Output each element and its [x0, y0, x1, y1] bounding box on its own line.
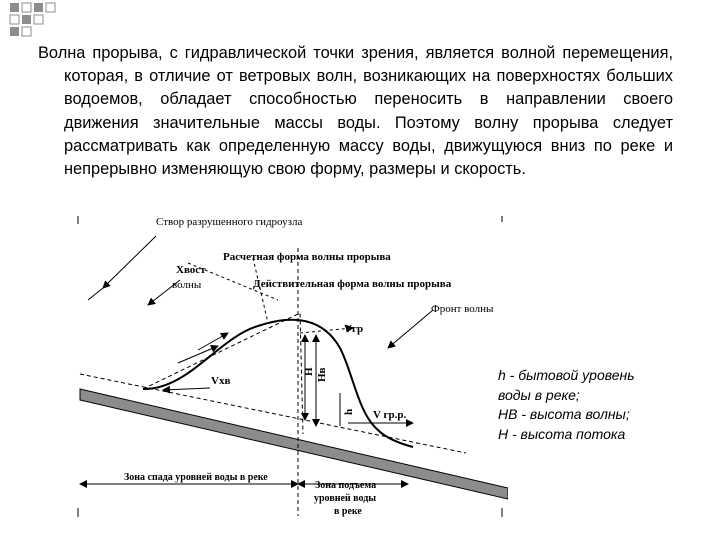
label-zona-spada: Зона спада уровней воды в реке	[124, 472, 268, 483]
label-deystvitelnaya: Действительная форма волны прорыва	[253, 278, 452, 290]
label-h: h	[343, 408, 355, 415]
label-hvost-2: волны	[172, 279, 202, 291]
label-raschetnaya: Расчетная форма волны прорыва	[223, 251, 391, 263]
legend-line-2: воды в реке;	[498, 386, 580, 403]
legend-line-4: H - высота потока	[498, 425, 626, 442]
label-zona-podema-3: в реке	[334, 506, 362, 517]
actual-wave-form	[143, 320, 413, 447]
dam-break-wave-diagram	[68, 208, 508, 523]
label-Hv: Hв	[316, 367, 328, 382]
label-front: Фронт волны	[431, 303, 494, 315]
label-zona-podema-1: Зона подъема	[315, 480, 377, 491]
legend	[498, 366, 698, 444]
legend-line-1: h - бытовой уровень	[498, 367, 635, 383]
decorative-squares	[0, 0, 110, 48]
label-zona-podema-2: уровней воды	[314, 493, 377, 504]
label-stvor: Створ разрушенного гидроузла	[156, 216, 303, 228]
label-vgr: Vгр	[344, 323, 364, 335]
label-H: H	[303, 367, 315, 376]
label-vhv: Vхв	[211, 375, 231, 387]
legend-line-3: HB - высота волны;	[498, 406, 630, 423]
label-vgrr: V гр.р.	[373, 409, 407, 421]
body-text: Волна прорыва, с гидравлической точки зрения, является волной перемещения, которая, в отличие от ветровых волн, возникающих на поверхностях больших водоемов, обладает способностью переносить в направлении своего движения значительные массы воды. Поэтому волну прорыва следует рассматривать как определенную массу воды, движущуюся вниз по реке и непрерывно изменяющую свою форму, размеры и скорость.	[38, 44, 673, 179]
label-hvost-1: Хвост	[176, 264, 206, 276]
